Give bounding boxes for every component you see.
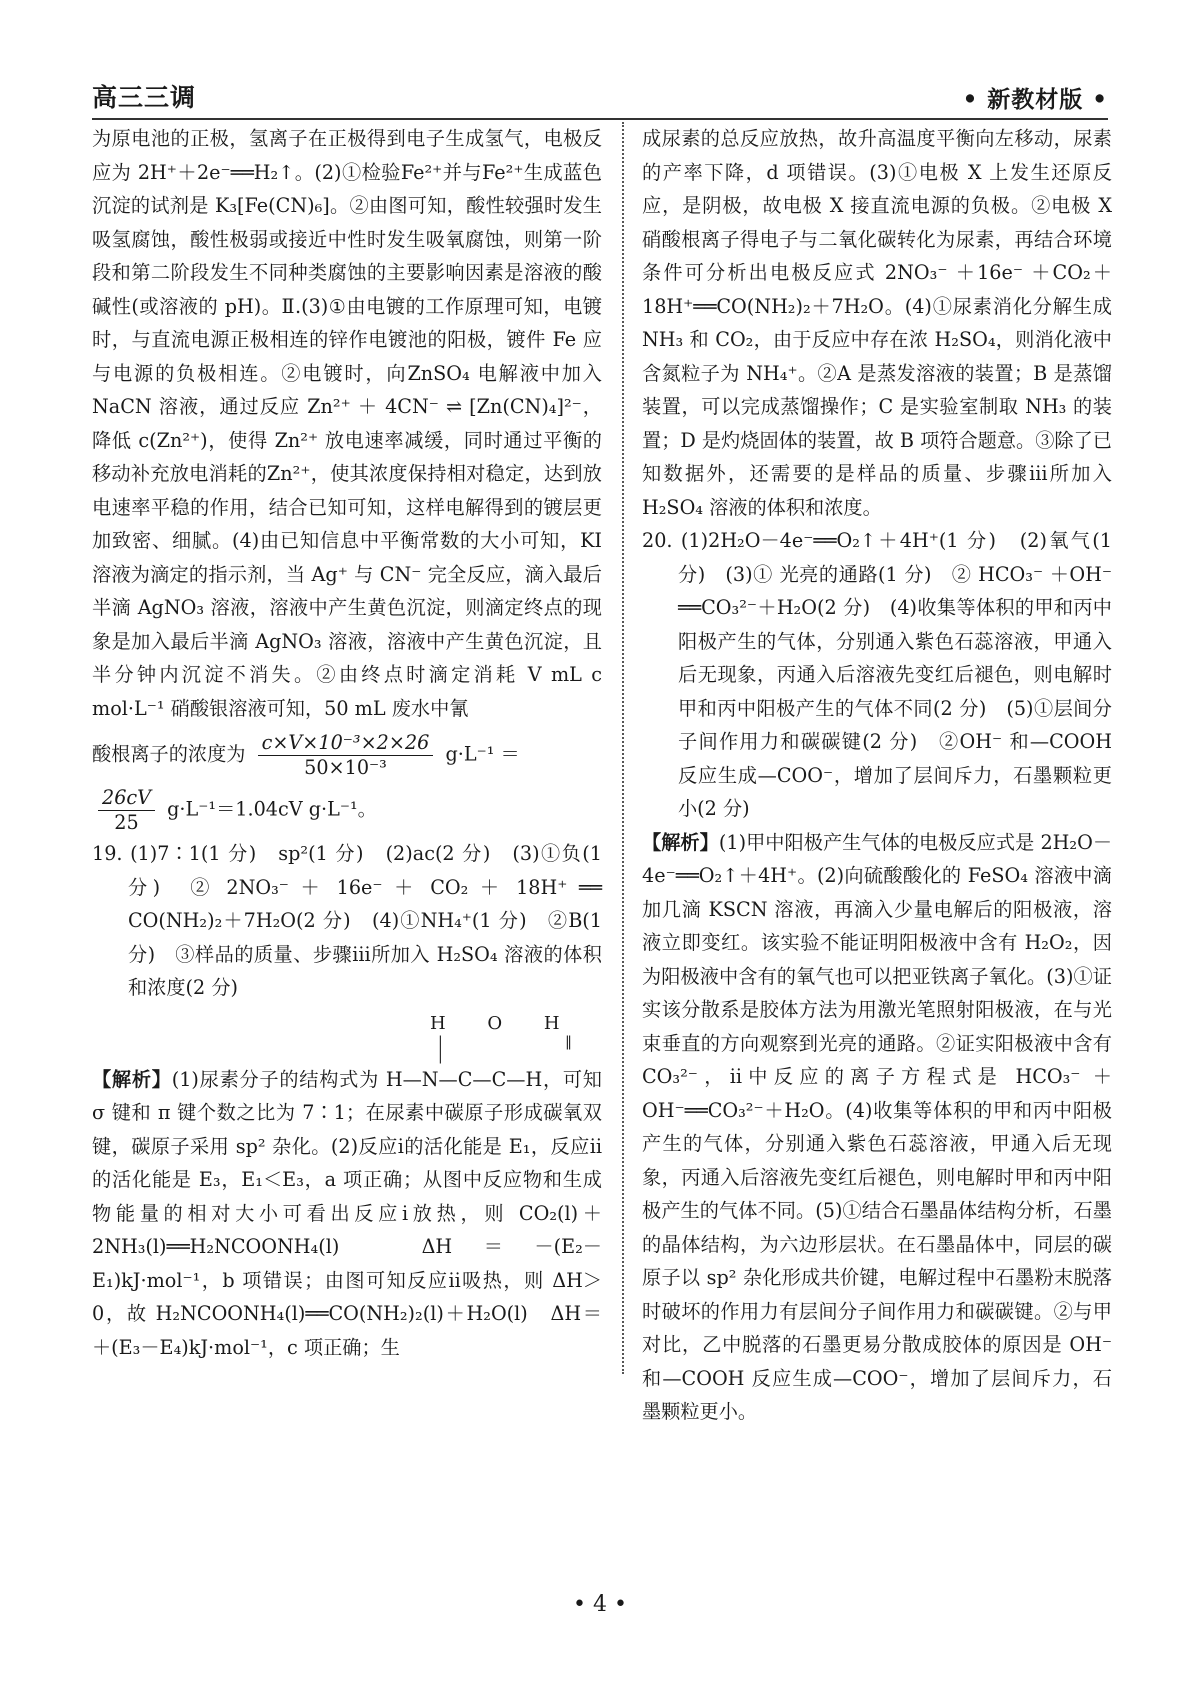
- structure-top-atoms: H O H: [430, 1012, 578, 1034]
- page-header: [92, 84, 1108, 120]
- analysis-tag: 【解析】: [642, 830, 719, 854]
- formula-unit: g·L⁻¹ ＝: [445, 742, 520, 766]
- left-column: [92, 122, 602, 1364]
- urea-structure-atoms: [92, 1013, 602, 1063]
- formula-prefix: 酸根离子的浓度为: [92, 742, 246, 766]
- answer-20: 20. (1)2H₂O－4e⁻══O₂↑＋4H⁺(1 分) (2)氧气(1 分) (3)① 光亮的通路(1 分) ② HCO₃⁻ ＋OH⁻ ══CO₃²⁻＋H₂O(2 分) (4)收集等体积的甲和丙中阳极产生的气体，分别通入紫色石蕊溶液，甲通入后无现象，丙通入后溶液先变红后褪色，则电解时甲和丙中阳极产生的气体不同(2 分) (5)①层间分子间作用力和碳碳键(2 分) ②OH⁻ 和—COOH 反应生成—COO⁻，增加了层间斥力，石墨颗粒更小(2 分): [642, 529, 1112, 820]
- fraction-1-numerator: c×V×10⁻³×2×26: [258, 731, 434, 756]
- answer-19: 19. (1)7∶1(1 分) sp²(1 分) (2)ac(2 分) (3)①负(1 分) ② 2NO₃⁻ ＋ 16e⁻ ＋ CO₂ ＋ 18H⁺ ══ CO(NH₂)₂＋7H₂O(2 分) (4)①NH₄⁺(1 分) ②B(1 分) ③样品的质量、步骤ⅲ所加入 H₂SO₄ 溶液的体积和浓度(2 分): [92, 842, 602, 999]
- right-column: [642, 122, 1112, 1429]
- fraction-2-numerator: 26cV: [98, 786, 155, 811]
- analysis-20-text: (1)甲中阳极产生气体的电极反应式是 2H₂O－4e⁻══O₂↑＋4H⁺。(2)向硫酸酸化的 FeSO₄ 溶液中滴加几滴 KSCN 溶液，再滴入少量电解后的阳极液，溶液立即变红。该实验不能证明阳极液中含有 H₂O₂，因为阳极液中含有的氧气也可以把亚铁离子氧化。(3)①证实该分散系是胶体方法为用激光笔照射阳极液，在与光束垂直的方向观察到光亮的通路。②证实阳极液中含有 CO₃²⁻，ⅱ中反应的离子方程式是 HCO₃⁻ ＋OH⁻══CO₃²⁻＋H₂O。(4)收集等体积的甲和丙中阳极产生的气体，分别通入紫色石蕊溶液，甲通入后无现象，丙通入后溶液先变红后褪色，则电解时甲和丙中阳极产生的气体不同。(5)①结合石墨晶体结构分析，石墨的晶体结构，为六边形层状。在石墨晶体中，同层的碳原子以 sp² 杂化形成共价键，电解过程中石墨粉末脱落时破坏的作用力有层间分子间作用力和碳碳键。②与甲对比，乙中脱落的石墨更易分散成胶体的原因是 OH⁻ 和—COOH 反应生成—COO⁻，增加了层间斥力，石墨颗粒更小。: [642, 830, 1113, 1423]
- fraction-1: [258, 731, 434, 780]
- concentration-formula: [92, 731, 602, 780]
- fraction-2-denominator: 25: [114, 811, 139, 834]
- analysis-19-continued: 成尿素的总反应放热，故升高温度平衡向左移动，尿素的产率下降，d 项错误。(3)①电极 X 上发生还原反应，是阴极，故电极 X 接直流电源的负极。②电极 X 硝酸根离子得电子与二氧化碳转化为尿素，再结合环境条件可分析出电极反应式 2NO₃⁻ ＋16e⁻ ＋CO₂＋18H⁺══CO(NH₂)₂＋7H₂O。(4)①尿素消化分解生成 NH₃ 和 CO₂，由于反应中存在浓 H₂SO₄，则消化液中含氮粒子为 NH₄⁺。②A 是蒸发溶液的装置；B 是蒸馏装置，可以完成蒸馏操作；C 是实验室制取 NH₃ 的装置；D 是灼烧固体的装置，故 B 项符合题意。③除了已知数据外，还需要的是样品的质量、步骤ⅲ所加入 H₂SO₄ 溶液的体积和浓度。: [642, 127, 1112, 519]
- concentration-result: [92, 786, 602, 835]
- structure-bonds: | ‖ |: [438, 1033, 602, 1064]
- fraction-1-denominator: 50×10⁻³: [304, 756, 387, 779]
- page-number: • 4 •: [573, 1592, 627, 1617]
- analysis-19: [92, 1063, 602, 1365]
- analysis-19-text: (1)尿素分子的结构式为 H—N—C—C—H，可知 σ 键和 π 键个数之比为 7∶1；在尿素中碳原子形成碳氧双键，碳原子采用 sp² 杂化。(2)反应ⅰ的活化能是 E₁，反应ⅱ的活化能是 E₃，E₁＜E₃，a 项正确；从图中反应物和生成物能量的相对大小可看出反应ⅰ放热，则 CO₂(l)＋2NH₃(l)══H₂NCOONH₄(l) ΔH＝－(E₂－E₁)kJ·mol⁻¹，b 项错误；由图可知反应ⅱ吸热，则 ΔH＞0，故 H₂NCOONH₄(l)══CO(NH₂)₂(l)＋H₂O(l) ΔH＝＋(E₃－E₄)kJ·mol⁻¹，c 项正确；生: [92, 1067, 602, 1359]
- analysis-20: [642, 826, 1112, 1429]
- result-text: g·L⁻¹＝1.04cV g·L⁻¹。: [167, 797, 377, 821]
- answer-18-continued: 为原电池的正极，氢离子在正极得到电子生成氢气，电极反应为 2H⁺＋2e⁻══H₂↑。(2)①检验Fe²⁺并与Fe²⁺生成蓝色沉淀的试剂是 K₃[Fe(CN)₆]。②由图可知，酸性较强时发生吸氢腐蚀，酸性极弱或接近中性时发生吸氧腐蚀，则第一阶段和第二阶段发生不同种类腐蚀的主要影响因素是溶液的酸碱性(或溶液的 pH)。Ⅱ.(3)①由电镀的工作原理可知，电镀时，与直流电源正极相连的锌作电镀池的阳极，镀件 Fe 应与电源的负极相连。②电镀时，向ZnSO₄ 电解液中加入 NaCN 溶液，通过反应 Zn²⁺ ＋ 4CN⁻ ⇌ [Zn(CN)₄]²⁻，降低 c(Zn²⁺)，使得 Zn²⁺ 放电速率减缓，同时通过平衡的移动补充放电消耗的Zn²⁺，使其浓度保持相对稳定，达到放电速率平稳的作用，结合已知可知，这样电解得到的镀层更加致密、细腻。(4)由已知信息中平衡常数的大小可知，KI 溶液为滴定的指示剂，当 Ag⁺ 与 CN⁻ 完全反应，滴入最后半滴 AgNO₃ 溶液，溶液中产生黄色沉淀，则滴定终点的现象是加入最后半滴 AgNO₃ 溶液，溶液中产生黄色沉淀，且半分钟内沉淀不消失。②由终点时滴定消耗 V mL c mol·L⁻¹ 硝酸银溶液可知，50 mL 废水中氰: [92, 127, 602, 720]
- fraction-2: [98, 786, 155, 835]
- header-edition: • 新教材版 •: [962, 86, 1108, 113]
- header-title: 高三三调: [92, 83, 197, 112]
- column-divider: [622, 122, 624, 1374]
- analysis-tag: 【解析】: [92, 1067, 172, 1091]
